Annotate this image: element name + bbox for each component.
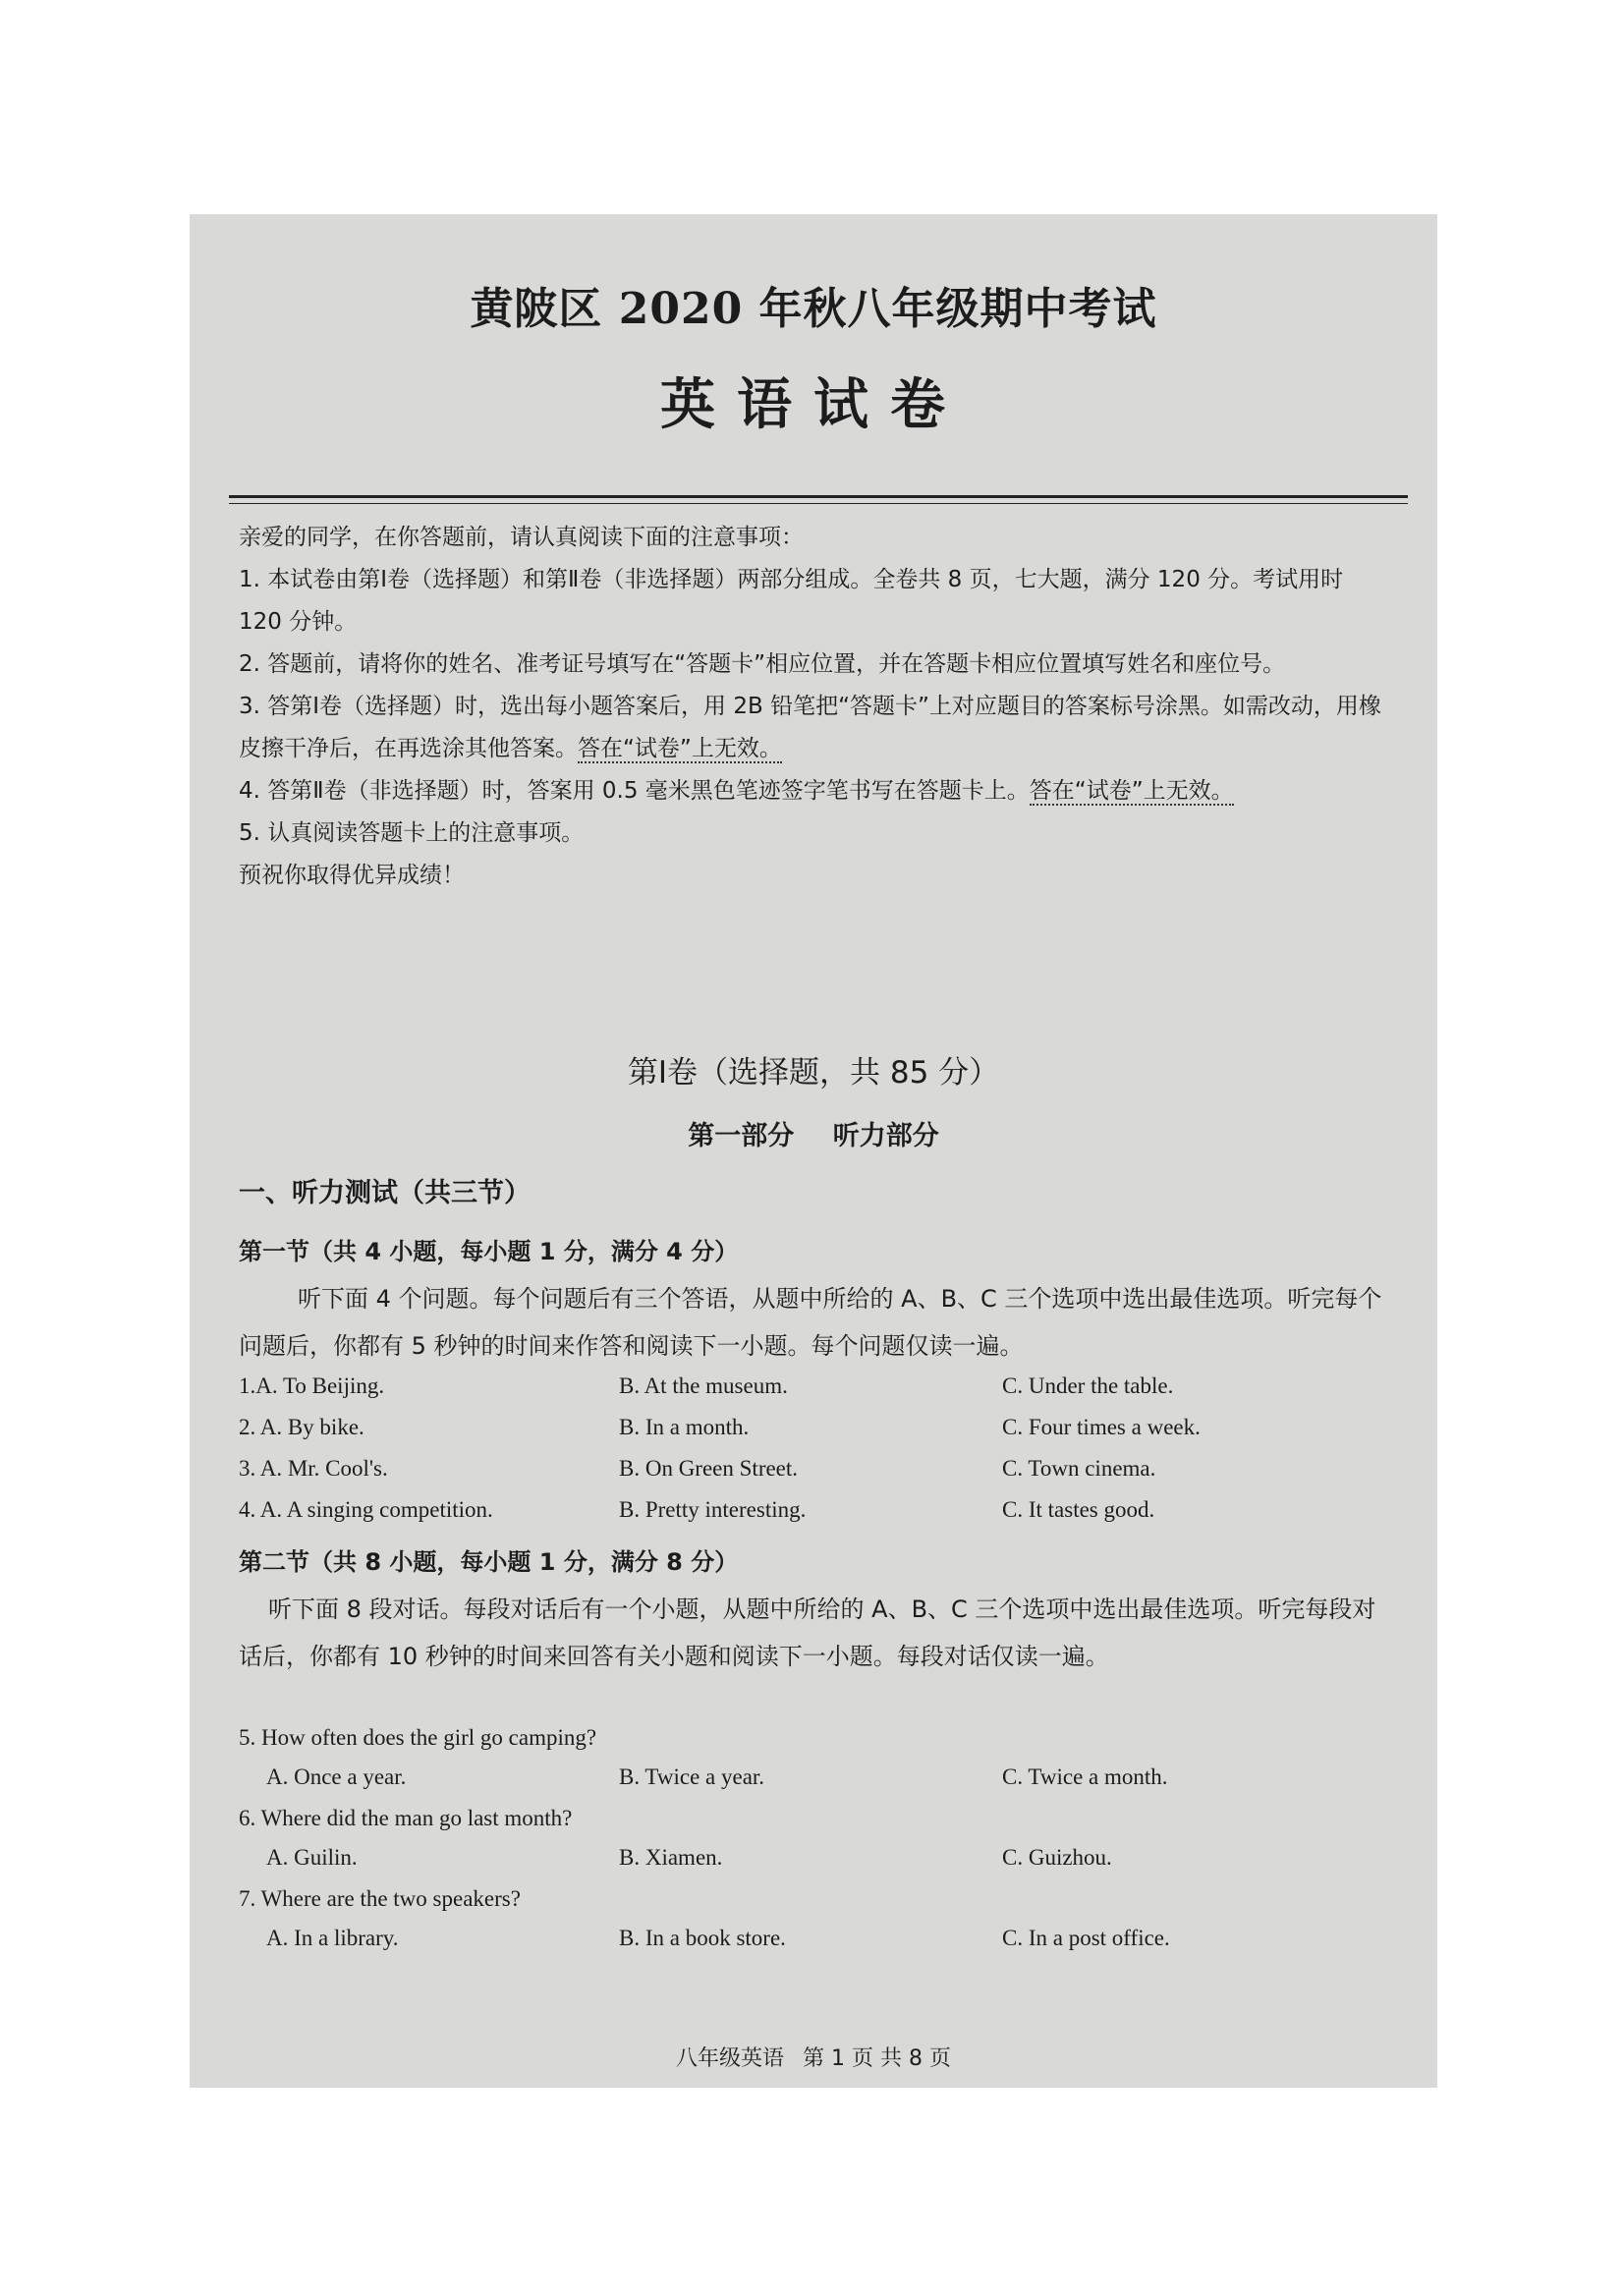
notice-item-1: 1. 本试卷由第Ⅰ卷（选择题）和第Ⅱ卷（非选择题）两部分组成。全卷共 8 页，七大题，满分 120 分。考试用时 120 分钟。 [239,567,1344,635]
option-c: C. Four times a week. [1002,1415,1201,1439]
listening-heading: 一、听力测试（共三节） [239,1178,531,1208]
notice-wish: 预祝你取得优异成绩！ [239,863,465,888]
option-a: 4. A. A singing competition. [239,1497,493,1522]
notice-intro: 亲爱的同学，在你答题前，请认真阅读下面的注意事项： [239,525,804,550]
footer-page-number: 第 1 页 共 8 页 [803,2046,951,2071]
notice-block [239,517,1388,897]
option-c: C. Town cinema. [1002,1456,1156,1481]
option-a: A. Guilin. [266,1845,358,1870]
option-b: B. On Green Street. [619,1456,799,1481]
notice-item-2: 2. 答题前，请将你的姓名、准考证号填写在“答题卡”相应位置，并在答题卡相应位置填写姓名和座位号。 [239,651,1286,677]
option-a: A. In a library. [266,1926,399,1950]
header-rule-thick [229,495,1408,498]
question-stem: 7. Where are the two speakers? [239,1886,521,1911]
question-stem: 5. How often does the girl go camping? [239,1725,597,1750]
notice-item-4-text: 4. 答第Ⅱ卷（非选择题）时，答案用 0.5 毫米黑色笔迹签字笔书写在答题卡上。 [239,778,1030,804]
option-b: B. At the museum. [619,1373,788,1398]
notice-item-4 [239,770,1388,812]
notice-item-3-warning: 答在“试卷”上无效。 [578,736,782,761]
header-rule-thin [229,503,1408,504]
section-2-instructions: 听下面 8 段对话。每段对话后有一个小题，从题中所给的 A、B、C 三个选项中选出最佳选项。听完每段对话后，你都有 10 秒钟的时间来回答有关小题和阅读下一小题。每段对话仅读一遍。 [239,1596,1376,1670]
section-2-heading: 第二节（共 8 小题，每小题 1 分，满分 8 分） [239,1548,739,1576]
section-1-instructions: 听下面 4 个问题。每个问题后有三个答语，从题中所给的 A、B、C 三个选项中选出最佳选项。听完每个问题后，你都有 5 秒钟的时间来作答和阅读下一小题。每个问题仅读一遍。 [239,1285,1382,1360]
option-b: B. In a book store. [619,1926,786,1950]
notice-item-5: 5. 认真阅读答题卡上的注意事项。 [239,820,585,846]
option-b: B. Pretty interesting. [619,1497,807,1522]
exam-title: 黄陂区 2020 年秋八年级期中考试 [470,284,1157,334]
section-1-heading: 第一节（共 4 小题，每小题 1 分，满分 4 分） [239,1238,739,1265]
option-a: A. Once a year. [266,1764,407,1789]
option-b: B. Xiamen. [619,1845,723,1870]
option-c: C. Under the table. [1002,1373,1174,1398]
option-c: C. Twice a month. [1002,1764,1168,1789]
option-a: 2. A. By bike. [239,1415,364,1439]
notice-item-3 [239,686,1388,770]
option-b: B. Twice a year. [619,1764,765,1789]
option-c: C. Guizhou. [1002,1845,1112,1870]
option-a: 3. A. Mr. Cool's. [239,1456,388,1481]
part-1-subtitle: 第一部分 听力部分 [688,1121,939,1151]
option-c: C. It tastes good. [1002,1497,1155,1522]
footer-course: 八年级英语 [676,2046,785,2071]
exam-page [190,214,1437,2088]
notice-item-4-warning: 答在“试卷”上无效。 [1029,778,1234,804]
exam-subtitle: 英语试卷 [660,372,967,437]
page-footer [239,2042,1388,2072]
option-a: 1.A. To Beijing. [239,1373,385,1398]
option-c: C. In a post office. [1002,1926,1170,1950]
question-stem: 6. Where did the man go last month? [239,1806,573,1830]
notice-item-3-text: 3. 答第Ⅰ卷（选择题）时，选出每小题答案后，用 2B 铅笔把“答题卡”上对应题目的答案标号涂黑。如需改动，用橡皮擦干净后，在再选涂其他答案。 [239,694,1381,761]
option-b: B. In a month. [619,1415,750,1439]
part-1-title: 第Ⅰ卷（选择题，共 85 分） [627,1055,1000,1091]
